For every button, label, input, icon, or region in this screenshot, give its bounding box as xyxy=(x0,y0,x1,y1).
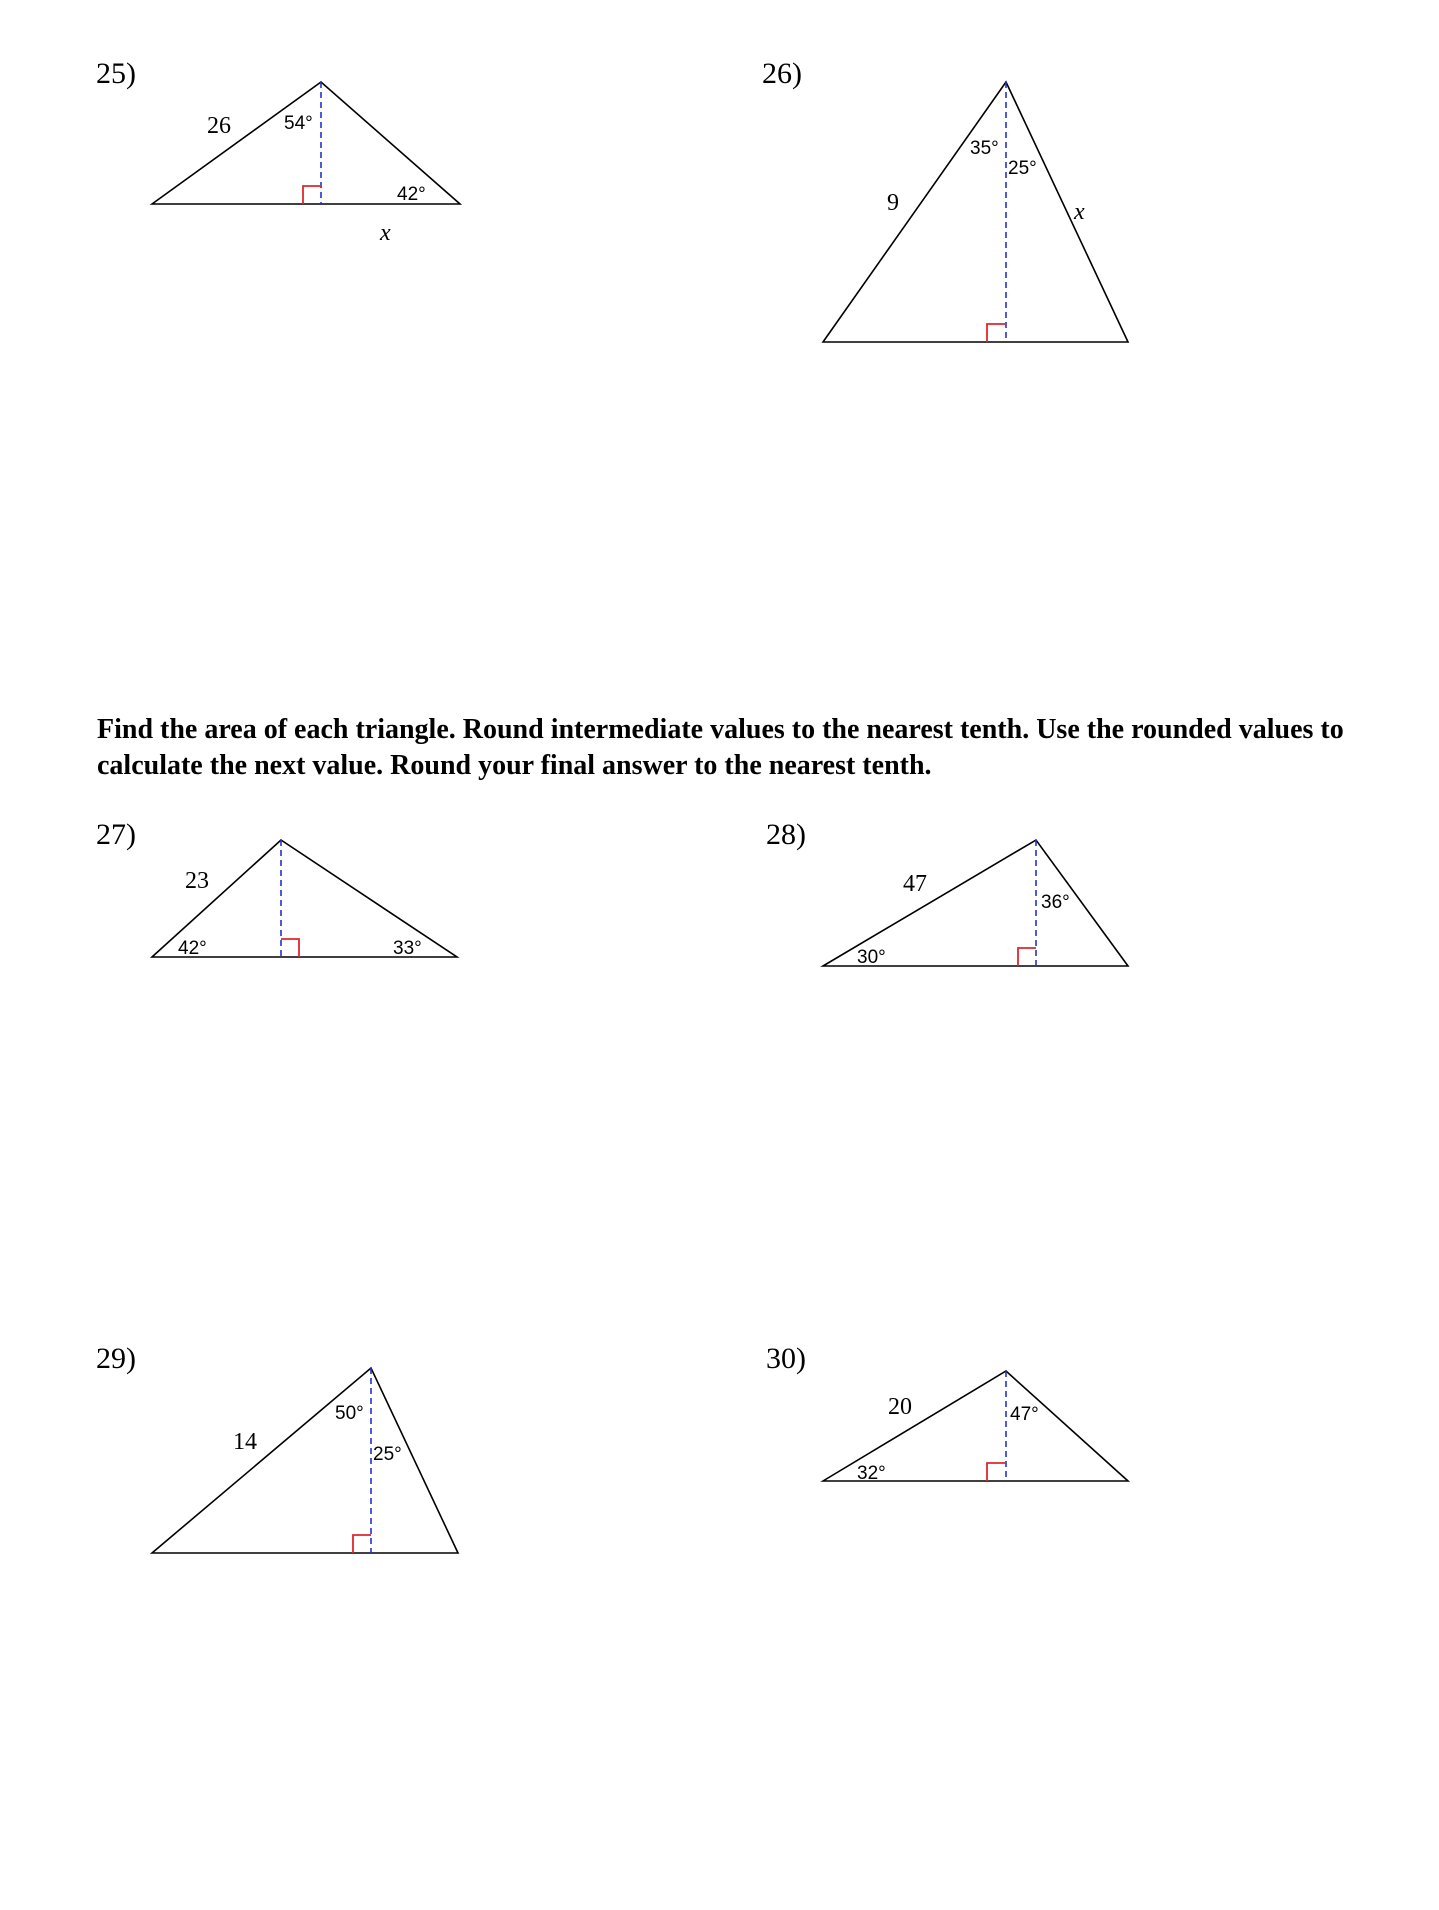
problem-number: 25) xyxy=(96,57,136,90)
right-angle-marker xyxy=(987,324,1006,342)
side-label: 26 xyxy=(207,113,231,139)
problem-number: 26) xyxy=(762,57,802,90)
angle-label-top: 47° xyxy=(1010,1404,1039,1425)
right-angle-marker xyxy=(281,939,299,957)
angle-label-top-right: 25° xyxy=(373,1444,402,1465)
angle-label-left: 32° xyxy=(857,1463,886,1484)
problem-28 xyxy=(766,818,1128,968)
side-label: 9 xyxy=(887,190,899,216)
problem-number: 27) xyxy=(96,818,136,851)
side-label: 14 xyxy=(233,1429,257,1455)
problem-26 xyxy=(762,57,1128,342)
angle-label-top-left: 50° xyxy=(335,1403,364,1424)
problem-number: 28) xyxy=(766,818,806,851)
side-label: 20 xyxy=(888,1394,912,1420)
angle-label-left: 30° xyxy=(857,947,886,968)
problem-number: 29) xyxy=(96,1342,136,1375)
angle-label-top-right: 25° xyxy=(1008,158,1037,179)
instructions-text: Find the area of each triangle. Round intermediate values to the nearest tenth. Use the rounded values to calculate the next value. Round your final answer to the nearest tenth. xyxy=(97,714,1344,781)
side-label: 23 xyxy=(185,868,209,894)
problem-27 xyxy=(96,818,457,959)
angle-label-left: 42° xyxy=(178,938,207,959)
right-angle-marker xyxy=(1018,948,1036,966)
unknown-label: x xyxy=(1074,199,1085,225)
unknown-label: x xyxy=(380,220,391,246)
right-angle-marker xyxy=(987,1463,1006,1481)
angle-label-top: 54° xyxy=(284,113,313,134)
side-label: 47 xyxy=(903,871,927,897)
problem-30 xyxy=(766,1342,1128,1484)
triangle-figure xyxy=(152,1368,458,1553)
problem-29 xyxy=(96,1342,458,1553)
right-angle-marker xyxy=(303,186,321,204)
right-angle-marker xyxy=(353,1535,371,1553)
angle-label-right: 33° xyxy=(393,938,422,959)
angle-label-top: 36° xyxy=(1041,892,1070,913)
angle-label-top-left: 35° xyxy=(970,138,999,159)
problem-number: 30) xyxy=(766,1342,806,1375)
angle-label-base: 42° xyxy=(397,184,426,205)
problem-25 xyxy=(96,57,460,246)
